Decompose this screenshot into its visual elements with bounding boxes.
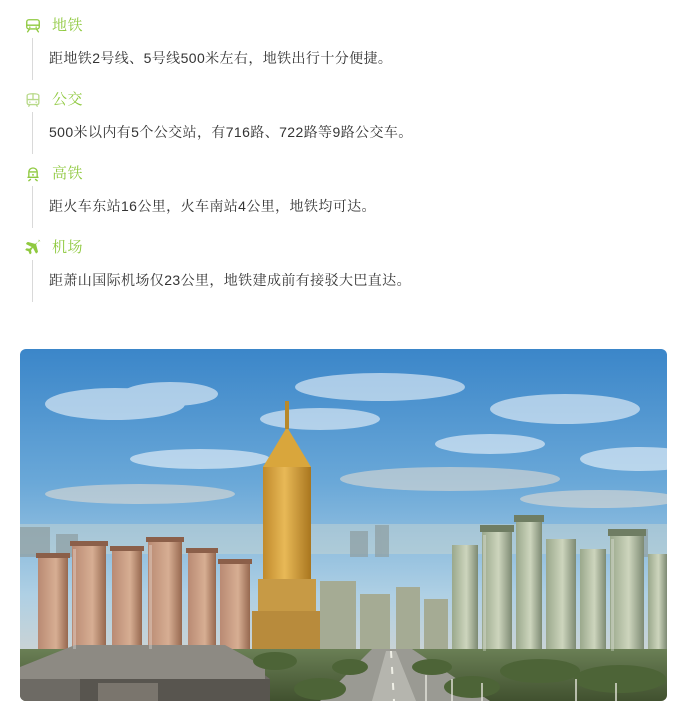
transit-info-list <box>0 0 687 302</box>
city-skyline-illustration <box>20 349 667 701</box>
transit-item-description: 500米以内有5个公交站，有716路、722路等9路公交车。 <box>49 124 413 140</box>
transit-item-header <box>22 236 667 260</box>
transit-item-body <box>32 260 667 302</box>
transit-item-subway <box>22 14 667 80</box>
transit-item-airport <box>22 236 667 302</box>
high-speed-rail-icon <box>22 163 44 185</box>
transit-item-description: 距火车东站16公里，火车南站4公里，地铁均可达。 <box>49 198 376 214</box>
transit-item-header <box>22 88 667 112</box>
transit-item-body <box>32 112 667 154</box>
subway-icon <box>22 15 44 37</box>
transit-item-description: 距萧山国际机场仅23公里，地铁建成前有接驳大巴直达。 <box>49 272 411 288</box>
transit-item-header <box>22 162 667 186</box>
transit-item-description: 距地铁2号线、5号线500米左右，地铁出行十分便捷。 <box>49 50 393 66</box>
transit-item-title: 机场 <box>52 239 84 256</box>
transit-item-header <box>22 14 667 38</box>
transit-item-body <box>32 186 667 228</box>
transit-item-title: 公交 <box>52 91 84 108</box>
bus-icon <box>22 89 44 111</box>
transit-item-title: 地铁 <box>52 17 84 34</box>
city-skyline-photo <box>20 349 667 701</box>
airplane-icon <box>22 237 44 259</box>
transit-item-bus <box>22 88 667 154</box>
transit-item-title: 高铁 <box>52 165 84 182</box>
transit-item-body <box>32 38 667 80</box>
transit-item-high-speed-rail <box>22 162 667 228</box>
